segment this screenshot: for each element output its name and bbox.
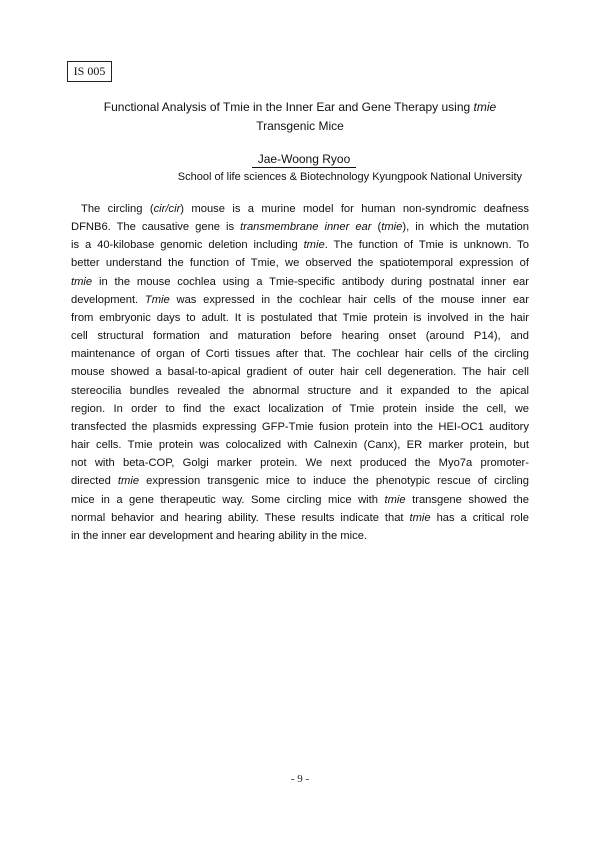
abstract-line: cell structural formation and maturation before hearing onset (around P14), and — [71, 330, 529, 343]
abstract-line: tmie in the mouse cochlea using a Tmie-specific antibody during postnatal inner ear — [71, 275, 529, 288]
abstract-line: stereocilia bundles revealed the abnormal structure and it expanded to the apical — [71, 384, 529, 397]
abstract-line: is a 40-kilobase genomic deletion including tmie. The function of Tmie is unknown. To — [71, 239, 529, 252]
abstract-body — [71, 200, 529, 545]
abstract-line: mice in a gene therapeutic way. Some circling mice with tmie transgene showed the — [71, 493, 529, 506]
abstract-line: DFNB6. The causative gene is transmembrane inner ear (tmie), in which the mutation — [71, 221, 530, 234]
abstract-line: normal behavior and hearing ability. These results indicate that tmie has a critical role — [71, 511, 529, 524]
author-name: Jae-Woong Ryoo — [0, 151, 600, 167]
author-affiliation: School of life sciences & Biotechnology Kyungpook National University — [177, 171, 522, 183]
abstract-line: better understand the function of Tmie, we observed the spatiotemporal expression of — [71, 257, 529, 270]
abstract-line: hair cells. Tmie protein was colocalized with Calnexin (Canx), ER marker protein, but — [71, 439, 529, 452]
page-number: - 9 - — [290, 773, 310, 785]
abstract-line: development. Tmie was expressed in the cochlear hair cells of the mouse inner ear — [71, 293, 529, 306]
abstract-line: maintenance of organ of Corti tissues after that. The cochlear hair cells of the circling — [71, 348, 529, 361]
abstract-code-box: IS 005 — [67, 61, 112, 82]
title-line-1: Functional Analysis of Tmie in the Inner Ear and Gene Therapy using tmie — [103, 100, 497, 114]
abstract-line: from embryonic days to adult. It is postulated that Tmie protein is involved in the hair — [71, 311, 529, 324]
abstract-line: region. In order to find the exact localization of Tmie protein inside the cell, we — [71, 402, 529, 415]
abstract-line: not with beta-COP, Golgi marker protein. We next produced the Myo7a promoter- — [71, 457, 529, 470]
abstract-title — [60, 98, 540, 136]
title-line-2: Transgenic Mice — [256, 119, 344, 133]
abstract-line: mouse showed a basal-to-apical gradient of outer hair cell degeneration. The hair cell — [71, 366, 529, 379]
abstract-line: transfected the plasmids expressing GFP-Tmie fusion protein into the HEI-OC1 auditory — [71, 420, 529, 433]
abstract-line: The circling (cir/cir) mouse is a murine model for human non-syndromic deafness — [81, 203, 529, 215]
abstract-line: directed tmie expression transgenic mice to induce the phenotypic rescue of circling — [71, 475, 529, 488]
abstract-line: in the inner ear development and hearing ability in the mice. — [71, 529, 368, 542]
